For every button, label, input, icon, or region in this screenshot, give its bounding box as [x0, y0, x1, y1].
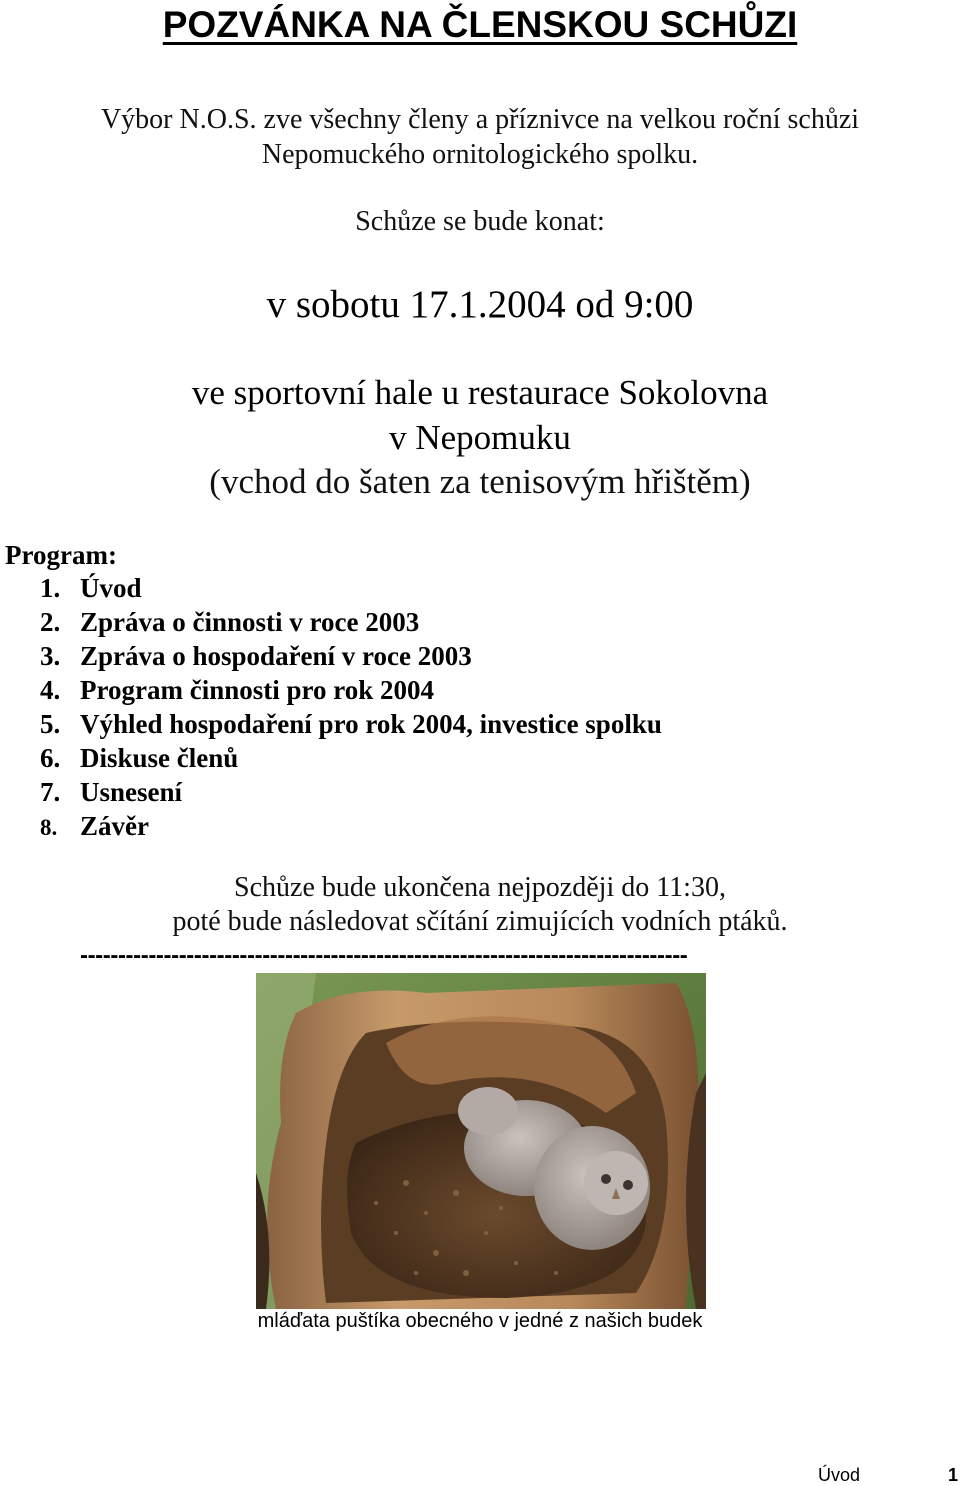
program-item [40, 673, 662, 707]
program-item [40, 741, 662, 775]
program-item-number: 4. [40, 675, 61, 705]
program-list [40, 571, 662, 843]
program-item [40, 809, 662, 843]
program-item-number: 1. [40, 573, 61, 603]
program-item-text: Zpráva o hospodaření v roce 2003 [80, 641, 472, 671]
owl-eye [623, 1180, 633, 1190]
venue-line-3: (vchod do šaten za tenisovým hřištěm) [209, 462, 751, 501]
footer-section-name: Úvod [818, 1465, 861, 1485]
venue-line-1: ve sportovní hale u restaurace Sokolovna [191, 373, 769, 412]
program-item [40, 775, 662, 809]
when-label: Schůze se bude konat: [355, 206, 605, 237]
program-item-text: Diskuse členů [80, 743, 239, 773]
program-item-text: Úvod [80, 573, 142, 603]
program-item-number: 5. [40, 709, 61, 739]
program-item-number: 2. [40, 607, 61, 637]
program-heading: Program: [5, 540, 117, 570]
intro-line-2: Nepomuckého ornitologického spolku. [261, 139, 699, 170]
owl-eye [601, 1174, 611, 1184]
program-item-number: 6. [40, 743, 61, 773]
program-item-text: Výhled hospodaření pro rok 2004, investice spolku [80, 709, 662, 739]
program-item-text: Program činnosti pro rok 2004 [80, 675, 435, 705]
program-item-text: Závěr [80, 811, 149, 841]
program-item-number: 8. [40, 815, 58, 840]
owl-nest-photo [256, 973, 706, 1309]
owl-nest-illustration [256, 973, 706, 1309]
venue-line-2: v Nepomuku [389, 418, 571, 457]
meeting-date: v sobotu 17.1.2004 od 9:00 [266, 283, 694, 326]
dashed-separator: -------------------------------------------------------------------------------- [80, 942, 688, 969]
program-item [40, 707, 662, 741]
program-item-text: Usnesení [80, 777, 183, 807]
program-item-number: 3. [40, 641, 61, 671]
photo-caption: mláďata puštíka obecného v jedné z našich budek [257, 1310, 703, 1332]
page-title: POZVÁNKA NA ČLENSKOU SCHŮZI [162, 4, 798, 45]
footer-page-number: 1 [948, 1465, 959, 1485]
owl-chick-back-head [458, 1087, 518, 1135]
closing-line-2: poté bude následovat sčítání zimujících vodních ptáků. [172, 906, 788, 937]
program-item-number: 7. [40, 777, 61, 807]
program-item-text: Zpráva o činnosti v roce 2003 [80, 607, 420, 637]
owl-chick-front-face [584, 1151, 648, 1215]
intro-line-1: Výbor N.O.S. zve všechny členy a příznivce na velkou roční schůzi [100, 104, 860, 135]
program-item [40, 605, 662, 639]
program-item [40, 571, 662, 605]
program-item [40, 639, 662, 673]
closing-line-1: Schůze bude ukončena nejpozději do 11:30, [234, 872, 726, 903]
